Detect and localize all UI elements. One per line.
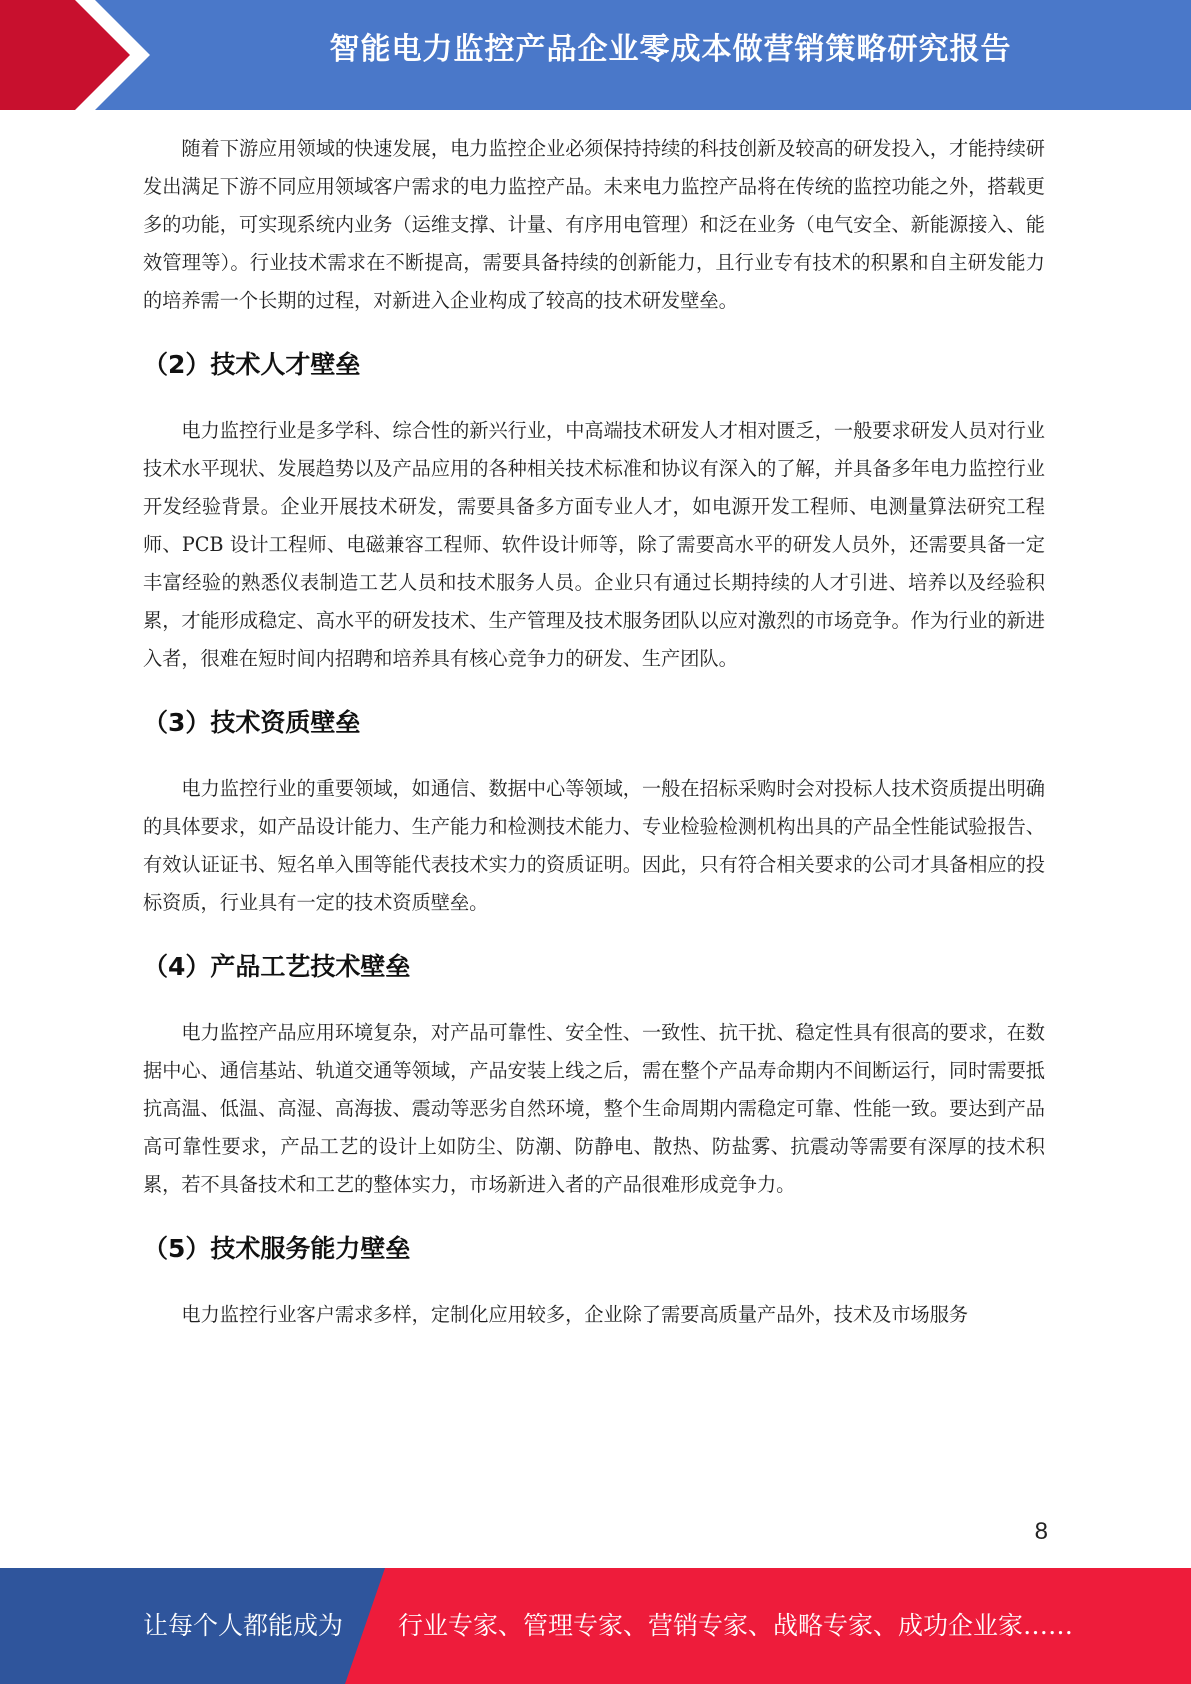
- footer-slogan-left: 让每个人都能成为: [143, 1611, 344, 1640]
- section-heading-process: （4）产品工艺技术壁垒: [143, 952, 411, 981]
- paragraph-intro: 随着下游应用领域的快速发展，电力监控企业必须保持持续的科技创新及较高的研发投入，才能持续研发出满足下游不同应用领域客户需求的电力监控产品。未来电力监控产品将在传统的监控功能之外，搭载更多的功能，可实现系统内业务（运维支撑、计量、有序用电管理）和泛在业务（电气安全、新能源接入、能效管理等）。行业技术需求在不断提高，需要具备持续的创新能力，且行业专有技术的积累和自主研发能力的培养需一个长期的过程，对新进入企业构成了较高的技术研发壁垒。: [143, 137, 1045, 312]
- paragraph-qualification: 电力监控行业的重要领域，如通信、数据中心等领域，一般在招标采购时会对投标人技术资质提出明确的具体要求，如产品设计能力、生产能力和检测技术能力、专业检验检测机构出具的产品全性能试验报告、有效认证证书、短名单入围等能代表技术实力的资质证明。因此，只有符合相关要求的公司才具备相应的投标资质，行业具有一定的技术资质壁垒。: [143, 777, 1045, 914]
- section-heading-talent: （2）技术人才壁垒: [143, 350, 361, 379]
- report-body: [143, 130, 1045, 1334]
- paragraph-talent: 电力监控行业是多学科、综合性的新兴行业，中高端技术研发人才相对匮乏，一般要求研发人员对行业技术水平现状、发展趋势以及产品应用的各种相关技术标准和协议有深入的了解，并具备多年电力监控行业开发经验背景。企业开展技术研发，需要具备多方面专业人才，如电源开发工程师、电测量算法研究工程师、PCB 设计工程师、电磁兼容工程师、软件设计师等，除了需要高水平的研发人员外，还需要具备一定丰富经验的熟悉仪表制造工艺人员和技术服务人员。企业只有通过长期持续的人才引进、培养以及经验积累，才能形成稳定、高水平的研发技术、生产管理及技术服务团队以应对激烈的市场竞争。作为行业的新进入者，很难在短时间内招聘和培养具有核心竞争力的研发、生产团队。: [143, 419, 1045, 670]
- report-title: 智能电力监控产品企业零成本做营销策略研究报告: [329, 32, 1012, 67]
- section-heading-qualification: （3）技术资质壁垒: [143, 708, 361, 737]
- page-footer: [0, 1568, 1191, 1684]
- paragraph-service: 电力监控行业客户需求多样，定制化应用较多，企业除了需要高质量产品外，技术及市场服务: [181, 1303, 969, 1326]
- footer-slogan-right: 行业专家、管理专家、营销专家、战略专家、成功企业家……: [398, 1611, 1074, 1640]
- paragraph-process: 电力监控产品应用环境复杂，对产品可靠性、安全性、一致性、抗干扰、稳定性具有很高的要求，在数据中心、通信基站、轨道交通等领域，产品安装上线之后，需在整个产品寿命期内不间断运行，同时需要抵抗高温、低温、高湿、高海拔、震动等恶劣自然环境，整个生命周期内需稳定可靠、性能一致。要达到产品高可靠性要求，产品工艺的设计上如防尘、防潮、防静电、散热、防盐雾、抗震动等需要有深厚的技术积累，若不具备技术和工艺的整体实力，市场新进入者的产品很难形成竞争力。: [143, 1021, 1045, 1196]
- page-number: 8: [1034, 1518, 1048, 1545]
- section-heading-service: （5）技术服务能力壁垒: [143, 1234, 411, 1263]
- page-header: [0, 0, 1191, 110]
